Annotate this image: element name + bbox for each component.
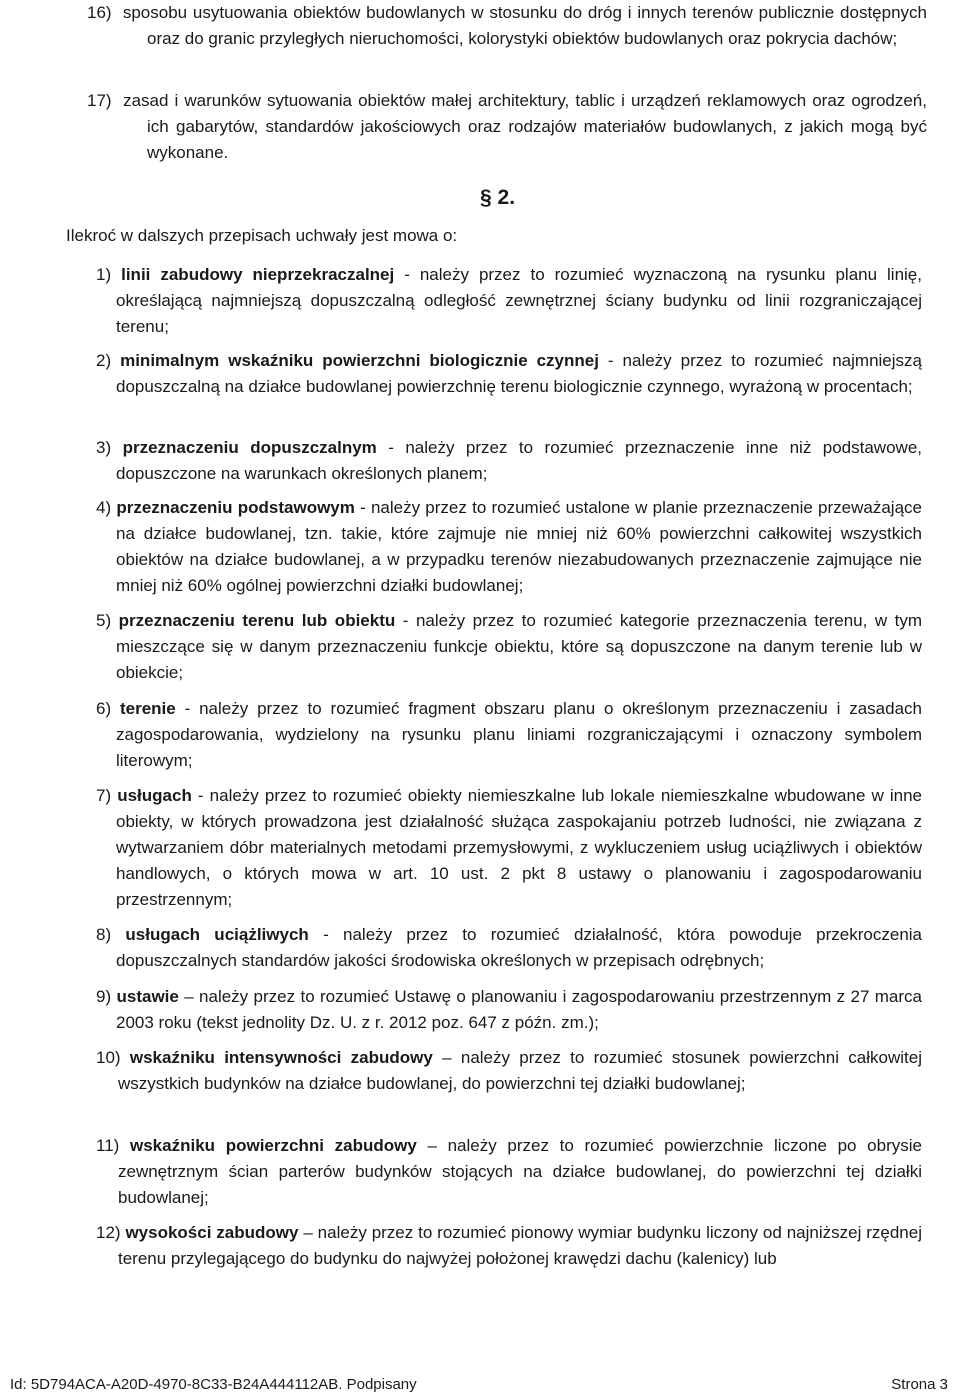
term: terenie [119,699,176,718]
definition-item [96,1045,922,1097]
definition-item [96,348,922,400]
item-number: 2) [96,351,112,370]
term: wskaźniku intensywności zabudowy [129,1048,433,1067]
page-number: Strona 3 [891,1376,948,1393]
item-number: 5) [96,611,112,630]
term: minimalnym wskaźniku powierzchni biologicznie czynnej [120,351,599,370]
term-definition: – należy przez to rozumieć Ustawę o planowaniu i zagospodarowaniu przestrzennym z 27 marca 2003 roku (tekst jednolity Dz. U. z r. 2012 poz. 647 z późn. zm.); [116,987,922,1032]
term: ustawie [116,987,179,1006]
term: wskaźniku powierzchni zabudowy [130,1136,417,1155]
definition-item [96,262,922,340]
item-text: zasad i warunków sytuowania obiektów małej architektury, tablic i urządzeń reklamowych oraz ogrodzeń, ich gabarytów, standardów jakościowych oraz rodzajów materiałów budowlanych, z jakich mogą być wykonane. [123,91,927,162]
term-definition: - należy przez to rozumieć fragment obszaru planu o określonym przeznaczeniu i zasadach zagospodarowania, wydzielony na rysunku planu liniami rozgraniczającymi i oznaczony symbolem literowym; [116,699,922,770]
item-number: 1) [96,265,112,284]
term-definition: - należy przez to rozumieć wyznaczoną na rysunku planu linię, określającą najmniejszą dopuszczalną odległość zewnętrznej ściany budynku od linii rozgraniczającej terenu; [116,265,922,336]
definition-item [96,984,922,1036]
definition-item [96,696,922,774]
term-definition: - należy przez to rozumieć przeznaczenie inne niż podstawowe, dopuszczone na warunkach określonych planem; [116,438,922,483]
document-id-footer: Id: 5D794ACA-A20D-4970-8C33-B24A444112AB. Podpisany [10,1376,417,1393]
item-number: 6) [96,699,112,718]
term-definition: - należy przez to rozumieć działalność, która powoduje przekroczenia dopuszczalnych standardów jakości środowiska określonych w przepisach odrębnych; [116,925,923,970]
term-definition: – należy przez to rozumieć stosunek powierzchni całkowitej wszystkich budynków na działce budowlanej, do powierzchni tej działki budowlanej; [118,1048,922,1093]
term-definition: – należy przez to rozumieć powierzchnie liczone po obrysie zewnętrznym ścian parterów budynków stojących na działce budowlanej, do powierzchni tej działki budowlanej; [118,1136,922,1207]
item-number: 4) [96,498,112,517]
item-number: 11) [96,1136,120,1155]
term-definition: - należy przez to rozumieć kategorie przeznaczenia terenu, w tym mieszczące się w danym przeznaczeniu funkcje obiektu, które są dopuszczone na danym terenie lub w obiekcie; [116,611,922,682]
definition-item [96,435,922,487]
term-definition: - należy przez to rozumieć ustalone w planie przeznaczenie przeważające na działce budowlanej, tzn. takie, które zajmuje nie mniej niż 60% powierzchni całkowitej wszystkich obiektów na działce budowlanej, a w przypadku terenów niezabudowanych przeznaczenie zajmujące nie mniej niż 60% ogólnej powierzchni działki budowlanej; [116,498,922,595]
definition-item [96,608,922,686]
section-heading: § 2. [480,186,516,209]
definition-item [96,783,922,913]
term-definition: – należy przez to rozumieć pionowy wymiar budynku liczony od najniższej rzędnej terenu przylegającego do budynku do najwyżej położonej krawędzi dachu (kalenicy) lub [118,1223,922,1268]
term: usługach [117,786,192,805]
term-definition: - należy przez to rozumieć najmniejszą dopuszczalną na działce budowlanej powierzchnię terenu biologicznie czynnego, wyrażoną w procentach; [116,351,922,396]
definition-item [96,922,922,974]
item-number: 9) [96,987,112,1006]
term: przeznaczeniu dopuszczalnym [122,438,377,457]
item-number: 3) [96,438,112,457]
definition-item [96,495,922,599]
list-item-16: 16) sposobu usytuowania obiektów budowlanych w stosunku do dróg i innych terenów publicznie dostępnych oraz do granic przyległych nieruchomości, kolorystyki obiektów budowlanych oraz pokrycia dachów; [87,3,927,48]
list-item-17: 17) zasad i warunków sytuowania obiektów małej architektury, tablic i urządzeń reklamowych oraz ogrodzeń, ich gabarytów, standardów jakościowych oraz rodzajów materiałów budowlanych, z jakich mogą być wykonane. [87,91,927,162]
intro-text: Ilekroć w dalszych przepisach uchwały jest mowa o: [66,226,458,245]
term: usługach uciążliwych [125,925,309,944]
item-number: 8) [96,925,112,944]
definition-item [96,1220,922,1272]
item-text: sposobu usytuowania obiektów budowlanych w stosunku do dróg i innych terenów publicznie dostępnych oraz do granic przyległych nieruchomości, kolorystyki obiektów budowlanych oraz pokrycia dachów; [122,3,927,48]
term: wysokości zabudowy [125,1223,299,1242]
term: przeznaczeniu terenu lub obiektu [118,611,396,630]
term: linii zabudowy nieprzekraczalnej [121,265,395,284]
item-number: 10) [96,1048,121,1067]
item-number: 12) [96,1223,121,1242]
definition-item [96,1133,922,1211]
item-number: 7) [96,786,112,805]
term: przeznaczeniu podstawowym [116,498,355,517]
term-definition: - należy przez to rozumieć obiekty niemieszkalne lub lokale niemieszkalne wbudowane w inne obiekty, w których prowadzona jest działalność służąca zaspokajaniu potrzeb ludności, nie związana z wytwarzaniem dóbr materialnych metodami przemysłowymi, z wykluczeniem usług uciążliwych i obiektów handlowych, o których mowa w art. 10 ust. 2 pkt 8 ustawy o planowaniu i zagospodarowaniu przestrzennym; [116,786,922,909]
